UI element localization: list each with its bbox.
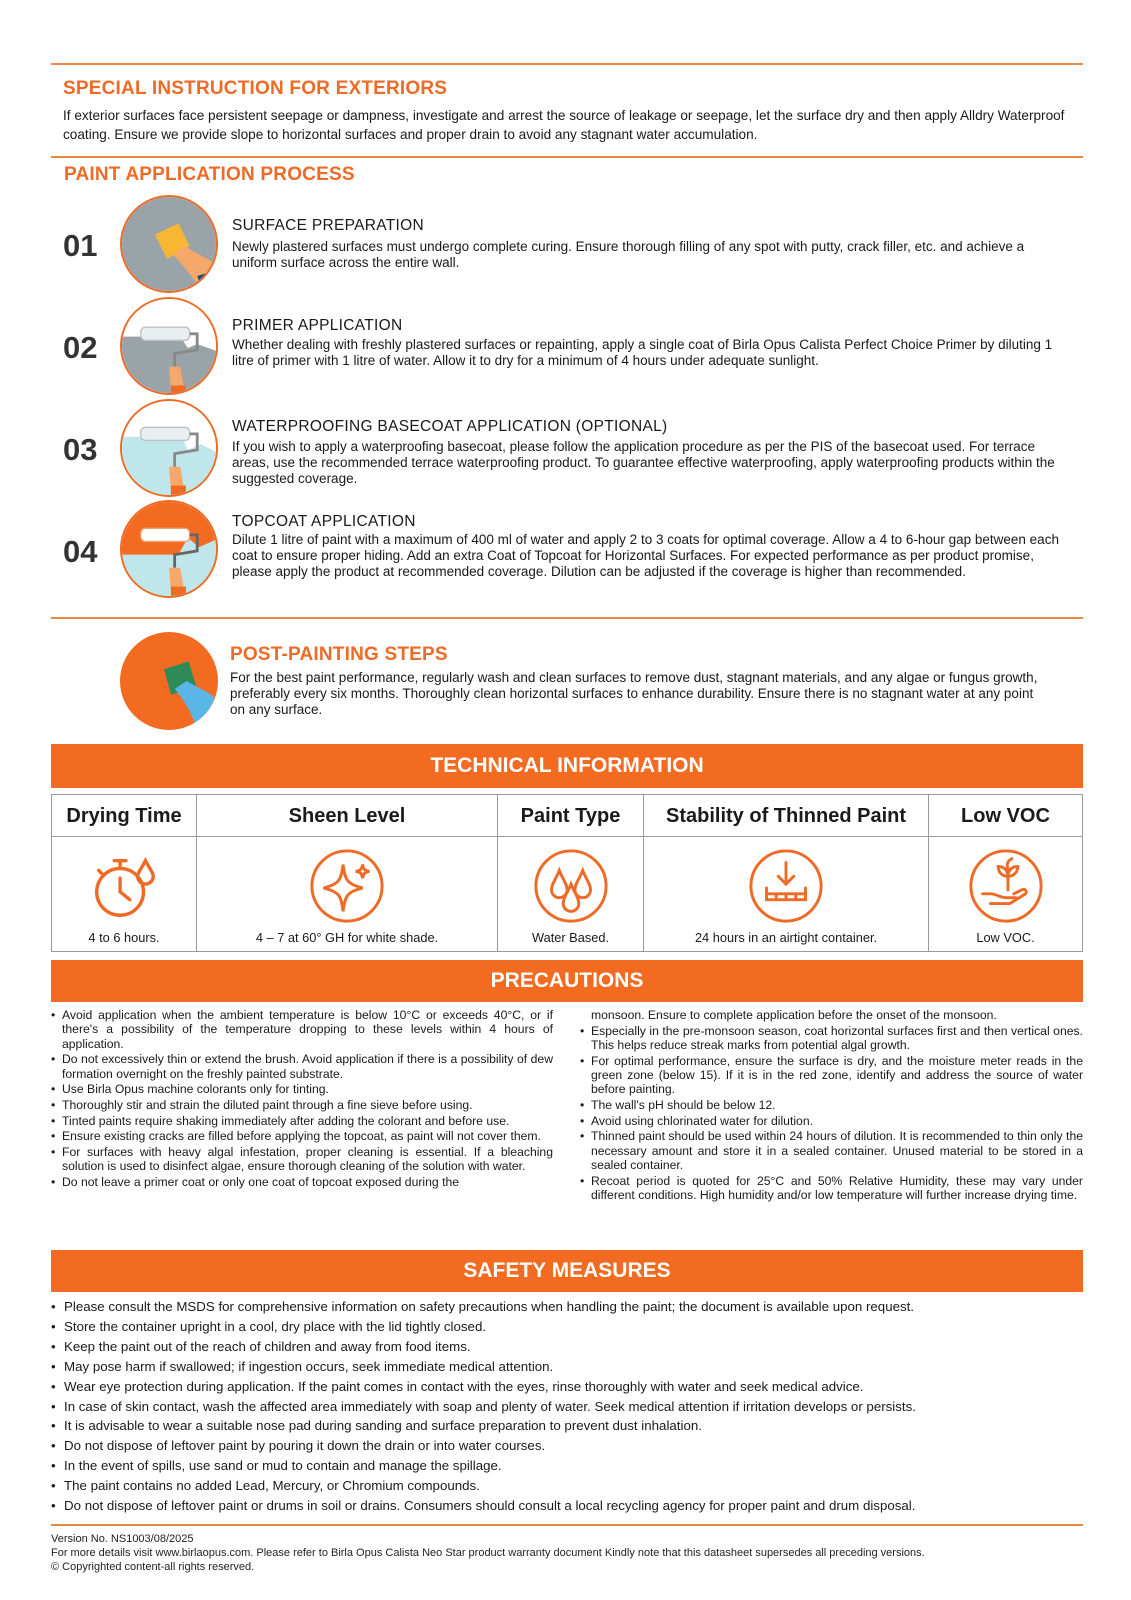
list-item: • In the event of spills, use sand or mud to contain and manage the spillage.	[51, 1456, 1083, 1476]
sparkle-icon	[308, 847, 386, 925]
step-number: 03	[63, 432, 98, 467]
step-heading: SURFACE PREPARATION	[232, 217, 425, 234]
list-item: • Wear eye protection during application. If the paint comes in contact with the eyes, rinse thoroughly with water and seek medical advice.	[51, 1377, 1083, 1397]
tech-value: 4 – 7 at 60° GH for white shade.	[255, 930, 439, 945]
tech-value: 24 hours in an airtight container.	[694, 930, 878, 945]
list-item: • Thinned paint should be used within 24 hours of dilution. It is recommended to thin only the necessary amount and store it in a sealed container. Unused material to be stored in a sealed container.	[580, 1129, 1083, 1172]
tech-header: Sheen Level	[197, 795, 497, 837]
list-item: • Tinted paints require shaking immediately after adding the colorant and before use.	[51, 1114, 553, 1128]
list-item: • Recoat period is quoted for 25°C and 50% Relative Humidity, these may vary under different conditions. High humidity and/or low temperature will further increase drying time.	[580, 1174, 1083, 1203]
list-item: • For surfaces with heavy algal infestation, proper cleaning is essential. If a bleaching solution is used to disinfect algae, ensure thorough cleaning of the solution with water.	[51, 1145, 553, 1174]
tech-column-paint-type	[498, 795, 644, 951]
list-item: • May pose harm if swallowed; if ingestion occurs, seek immediate medical attention.	[51, 1357, 1083, 1377]
tech-column-stability	[644, 795, 929, 951]
list-item: • It is advisable to wear a suitable nose pad during sanding and surface preparation to prevent dust inhalation.	[51, 1416, 1083, 1436]
list-item: • Avoid application when the ambient temperature is below 10°C or exceeds 40°C, or if there's a possibility of the temperature dropping to these levels within 4 hours of application.	[51, 1008, 553, 1051]
safety-list	[51, 1297, 1083, 1516]
list-item: • The wall's pH should be below 12.	[580, 1098, 1083, 1112]
list-item: • For optimal performance, ensure the surface is dry, and the moisture meter reads in the green zone (below 15). If it is in the red zone, identify and address the source of water before painting.	[580, 1054, 1083, 1097]
special-instruction-text: If exterior surfaces face persistent seepage or dampness, investigate and arrest the source of leakage or seepage, let the surface dry and then apply Alldry Waterproof coating. Ensure we provide slope to horizontal surfaces and proper drain to avoid any stagnant water accumulation.	[63, 108, 1065, 142]
list-item: monsoon. Ensure to complete application before the onset of the monsoon.	[591, 1008, 997, 1022]
stopwatch-drop-icon	[85, 847, 163, 925]
post-painting-title: POST-PAINTING STEPS	[230, 644, 448, 665]
tech-header: Stability of Thinned Paint	[644, 795, 928, 837]
paint-roller-blue-icon	[120, 399, 218, 497]
list-item: • Do not dispose of leftover paint by pouring it down the drain or into water courses.	[51, 1436, 1083, 1456]
container-download-icon	[747, 847, 825, 925]
water-drops-icon	[532, 847, 610, 925]
footer-details: For more details visit www.birlaopus.com. Please refer to Birla Opus Calista Neo Star product warranty document Kindly note that this datasheet supersedes all preceding versions.	[51, 1547, 925, 1559]
tech-column-sheen-level	[197, 795, 498, 951]
version-number: Version No. NS1003/08/2025	[51, 1533, 194, 1545]
list-item: • Do not dispose of leftover paint or drums in soil or drains. Consumers should consult a local recycling agency for proper paint and drum disposal.	[51, 1496, 1083, 1516]
list-item: • Especially in the pre-monsoon season, coat horizontal surfaces first and then vertical ones. This helps reduce streak marks from potential algal growth.	[580, 1024, 1083, 1053]
precautions-header: PRECAUTIONS	[51, 960, 1083, 1002]
list-item: • Ensure existing cracks are filled before applying the topcoat, as paint will not cover them.	[51, 1129, 553, 1143]
list-item: • In case of skin contact, wash the affected area immediately with soap and plenty of water. Seek medical attention if irritation develops or persists.	[51, 1397, 1083, 1417]
list-item: • Avoid using chlorinated water for dilution.	[580, 1114, 1083, 1128]
list-item: • Do not excessively thin or extend the brush. Avoid application if there is a possibility of dew formation overnight on the freshly painted substrate.	[51, 1052, 553, 1081]
precautions-right-list	[580, 1008, 1083, 1204]
divider	[51, 156, 1083, 158]
divider	[51, 63, 1083, 65]
post-painting-text: For the best paint performance, regularly wash and clean surfaces to remove dust, stagnant materials, and any algae or fungus growth, preferably every six months. Thoroughly clean horizontal surfaces to enhance durability. Ensure there is no stagnant water at any point on any surface.	[230, 670, 1038, 717]
step-number: 01	[63, 228, 98, 263]
tech-header: Low VOC	[929, 795, 1082, 837]
tech-header: Paint Type	[498, 795, 643, 837]
special-instruction-title: SPECIAL INSTRUCTION FOR EXTERIORS	[63, 78, 448, 99]
step-body: Whether dealing with freshly plastered surfaces or repainting, apply a single coat of Birla Opus Calista Perfect Choice Primer by diluting 1 litre of primer with 1 litre of water. Allow it to dry for a minimum of 4 hours under adequate sunlight.	[232, 337, 1053, 368]
tech-value: Water Based.	[531, 930, 610, 945]
copyright: © Copyrighted content-all rights reserved.	[51, 1561, 255, 1573]
step-heading: WATERPROOFING BASECOAT APPLICATION (OPTIONAL)	[232, 418, 668, 435]
paint-roller-orange-icon	[120, 500, 218, 598]
tech-column-drying-time	[52, 795, 197, 951]
paint-roller-white-icon	[120, 297, 218, 395]
divider	[51, 617, 1083, 619]
technical-table	[51, 794, 1083, 952]
step-heading: TOPCOAT APPLICATION	[232, 513, 416, 530]
process-title: PAINT APPLICATION PROCESS	[64, 164, 355, 185]
hand-sanding-icon	[120, 195, 218, 293]
divider	[51, 1524, 1083, 1526]
safety-measures-header: SAFETY MEASURES	[51, 1250, 1083, 1292]
step-number: 02	[63, 330, 98, 365]
tech-column-low-voc	[929, 795, 1082, 951]
list-item: • Do not leave a primer coat or only one coat of topcoat exposed during the	[51, 1175, 553, 1189]
list-item: • Keep the paint out of the reach of children and away from food items.	[51, 1337, 1083, 1357]
tech-value: Low VOC.	[976, 930, 1035, 945]
tech-header: Drying Time	[52, 795, 196, 837]
hand-plant-icon	[967, 847, 1045, 925]
list-item: • Store the container upright in a cool, dry place with the lid tightly closed.	[51, 1317, 1083, 1337]
list-item: • Please consult the MSDS for comprehensive information on safety precautions when handling the paint; the document is available upon request.	[51, 1297, 1083, 1317]
list-item: • Use Birla Opus machine colorants only for tinting.	[51, 1082, 553, 1096]
list-item: • Thoroughly stir and strain the diluted paint through a fine sieve before using.	[51, 1098, 553, 1112]
step-number: 04	[63, 534, 98, 569]
technical-information-header: TECHNICAL INFORMATION	[51, 744, 1083, 788]
step-body: Dilute 1 litre of paint with a maximum of 400 ml of water and apply 2 to 3 coats for optimal coverage. Allow a 4 to 6-hour gap between each coat to ensure proper hiding. Add an extra Coat of Topcoat for Horizontal Surfaces. For expected performance as per product promise, please apply the product at recommended coverage. Dilution can be adjusted if the coverage is higher than recommended.	[232, 532, 1059, 579]
list-item: • The paint contains no added Lead, Mercury, or Chromium compounds.	[51, 1476, 1083, 1496]
step-body: If you wish to apply a waterproofing basecoat, please follow the application procedure as per the PIS of the basecoat used. For terrace areas, use the recommended terrace waterproofing product. To guarantee effective waterproofing, apply waterproofing products within the suggested coverage.	[232, 439, 1055, 486]
step-heading: PRIMER APPLICATION	[232, 317, 403, 334]
precautions-left-list	[51, 1008, 553, 1190]
tech-value: 4 to 6 hours.	[88, 930, 160, 945]
step-body: Newly plastered surfaces must undergo complete curing. Ensure thorough filling of any spot with putty, crack filler, etc. and achieve a uniform surface across the entire wall.	[232, 239, 1025, 270]
cleaning-glove-icon	[120, 632, 218, 730]
footer	[51, 1532, 1091, 1574]
